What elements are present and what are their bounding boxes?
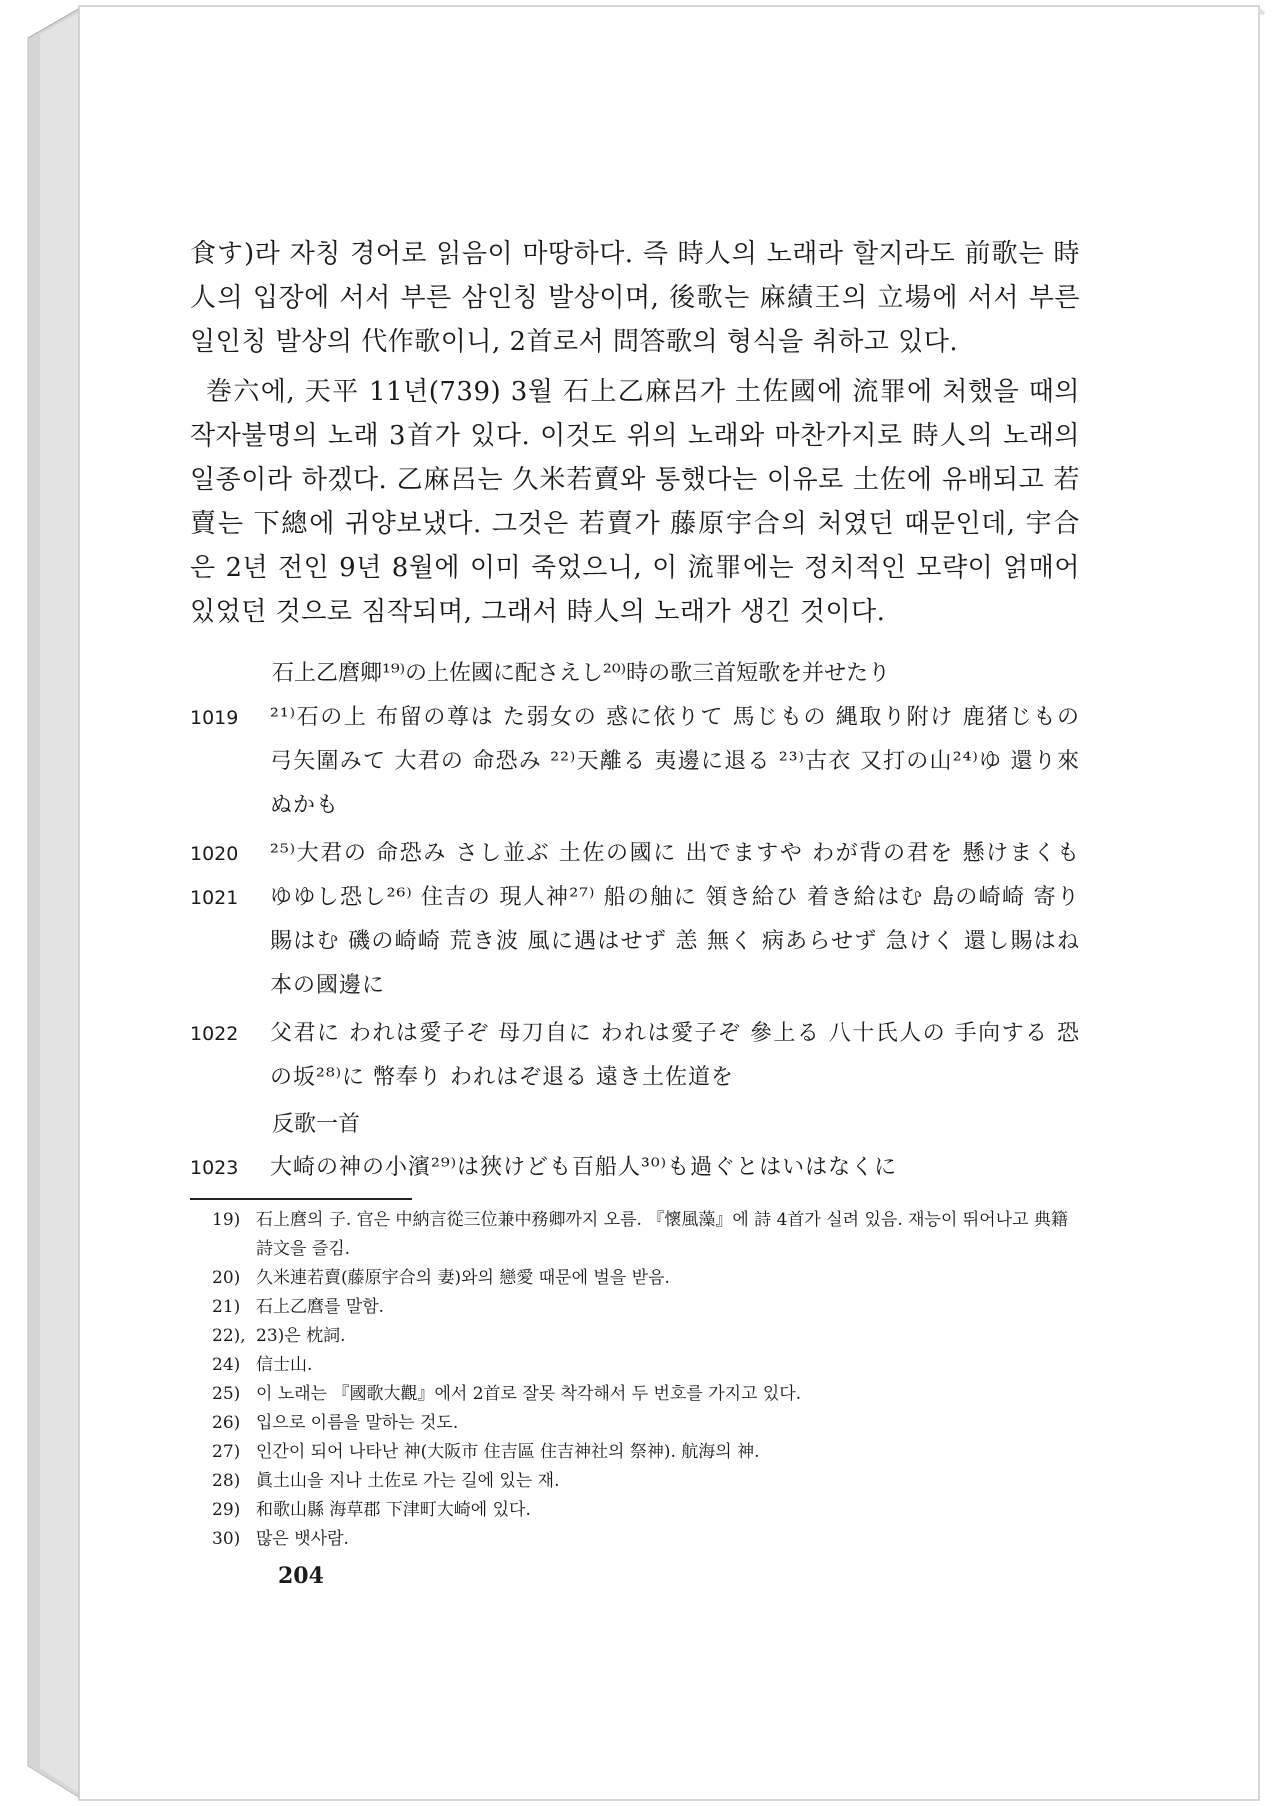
footnote-text: 이 노래는 『國歌大觀』에서 2首로 잘못 착각해서 두 번호를 가지고 있다.: [256, 1384, 802, 1404]
footnote: [212, 1496, 1080, 1525]
footnote-number: 21): [212, 1297, 241, 1317]
footnote-number: 27): [212, 1442, 241, 1462]
footnote-number: 24): [212, 1355, 241, 1375]
poem-text: ²¹⁾石の上 布留の尊は た弱女の 惑に依りて 馬じもの 縄取り附け 鹿猪じもの 弓矢圍みて 大君の 命恐み ²²⁾天離る 夷邊に退る ²³⁾古衣 又打の山²⁴⁾ゆ 還り來ぬかも: [270, 705, 1080, 818]
footnote: [212, 1264, 1080, 1293]
poem-1022: [190, 1012, 1080, 1100]
page-number: 204: [278, 1563, 324, 1589]
footnote: [212, 1409, 1080, 1438]
poem-1020-1021: [190, 832, 1080, 1008]
footnote-text: 石上麿의 子. 官은 中納言從三位兼中務卿까지 오름. 『懷風藻』에 詩 4首가 실려 있음. 재능이 뛰어나고 典籍詩文을 즐김.: [256, 1210, 1068, 1259]
footnote-text: 인간이 되어 나타난 神(大阪市 住吉區 住吉神社의 祭神). 航海의 神.: [256, 1442, 760, 1462]
prose-paragraph-2: 巻六에, 天平 11년(739) 3월 石上乙麻呂가 土佐國에 流罪에 처했을 때의 작자불명의 노래 3首가 있다. 이것도 위의 노래와 마찬가지로 時人의 노래의 일종이라 하겠다. 乙麻呂는 久米若賣와 통했다는 이유로 土佐에 유배되고 若賣는 下總에 귀양보냈다. 그것은 若賣가 藤原宇合의 처였던 때문인데, 宇合은 2년 전인 9년 8월에 이미 죽었으니, 이 流罪에는 정치적인 모략이 얽매어 있었던 것으로 짐작되며, 그래서 時人의 노래가 생긴 것이다.: [190, 377, 1080, 627]
footnote: [212, 1467, 1080, 1496]
poem-1019: [190, 696, 1080, 828]
footnote: [212, 1351, 1080, 1380]
poem-number: 1020 1021: [190, 843, 239, 909]
page-content: [190, 232, 1080, 1554]
footnotes: [212, 1206, 1080, 1554]
footnote-text: 23)은 枕詞.: [256, 1326, 346, 1346]
poem-text: 父君に われは愛子ぞ 母刀自に われは愛子ぞ 參上る 八十氏人の 手向する 恐の坂²⁸⁾に 幣奉り われはぞ退る 遠き土佐道を: [270, 1021, 1080, 1090]
footnote: [212, 1525, 1080, 1554]
footnote-divider: [190, 1198, 412, 1200]
envoy-heading: 反歌一首: [272, 1112, 361, 1137]
footnote-number: 29): [212, 1500, 241, 1520]
footnote-number: 30): [212, 1529, 241, 1549]
footnote: [212, 1438, 1080, 1467]
footnote: [212, 1380, 1080, 1409]
poem-number: 1019: [190, 707, 239, 729]
footnote-number: 19): [212, 1210, 241, 1230]
footnote-text: 眞土山을 지나 土佐로 가는 길에 있는 재.: [256, 1471, 560, 1491]
prose-paragraph-1: 食す)라 자칭 경어로 읽음이 마땅하다. 즉 時人의 노래라 할지라도 前歌는 時人의 입장에 서서 부른 삼인칭 발상이며, 後歌는 麻績王의 立場에 서서 부른 일인칭 발상의 代作歌이니, 2首로서 問答歌의 형식을 취하고 있다.: [190, 239, 1080, 357]
poem-text: 大崎の神の小濱²⁹⁾は狹けども百船人³⁰⁾も過ぐとはいはなくに: [270, 1155, 898, 1180]
footnote-number: 22),: [212, 1326, 246, 1346]
poem-section: [190, 652, 1080, 1554]
footnote-text: 和歌山縣 海草郡 下津町大崎에 있다.: [256, 1500, 531, 1520]
footnote: [212, 1206, 1080, 1264]
footnote-number: 26): [212, 1413, 241, 1433]
footnote-text: 久米連若賣(藤原宇合의 妻)와의 戀愛 때문에 벌을 받음.: [256, 1268, 670, 1288]
footnote-text: 많은 뱃사람.: [256, 1529, 349, 1549]
footnote: [212, 1322, 1080, 1351]
prose-section: [190, 232, 1080, 634]
footnote-text: 石上乙麿를 말함.: [256, 1297, 385, 1317]
poem-number: 1023: [190, 1157, 239, 1179]
poem-text: ²⁵⁾大君の 命恐み さし並ぶ 土佐の國に 出でますや わが背の君を 懸けまくも ゆゆし恐し²⁶⁾ 住吉の 現人神²⁷⁾ 船の舳に 領き給ひ 着き給はむ 島の崎崎 寄り賜はむ 磯の崎崎 荒き波 風に遇はせず 恙 無く 病あらせず 急けく 還し賜はね 本の國邊に: [270, 841, 1080, 998]
poem-1023: [190, 1146, 1080, 1190]
footnote-text: 信士山.: [256, 1355, 313, 1375]
poem-heading: 石上乙麿卿¹⁹⁾の上佐國に配さえし²⁰⁾時の歌三首短歌を并せたり: [272, 661, 891, 686]
footnote-number: 20): [212, 1268, 241, 1288]
footnote-number: 28): [212, 1471, 241, 1491]
poem-number: 1022: [190, 1023, 239, 1045]
footnote-number: 25): [212, 1384, 241, 1404]
footnote-text: 입으로 이름을 말하는 것도.: [256, 1413, 459, 1433]
footnote: [212, 1293, 1080, 1322]
